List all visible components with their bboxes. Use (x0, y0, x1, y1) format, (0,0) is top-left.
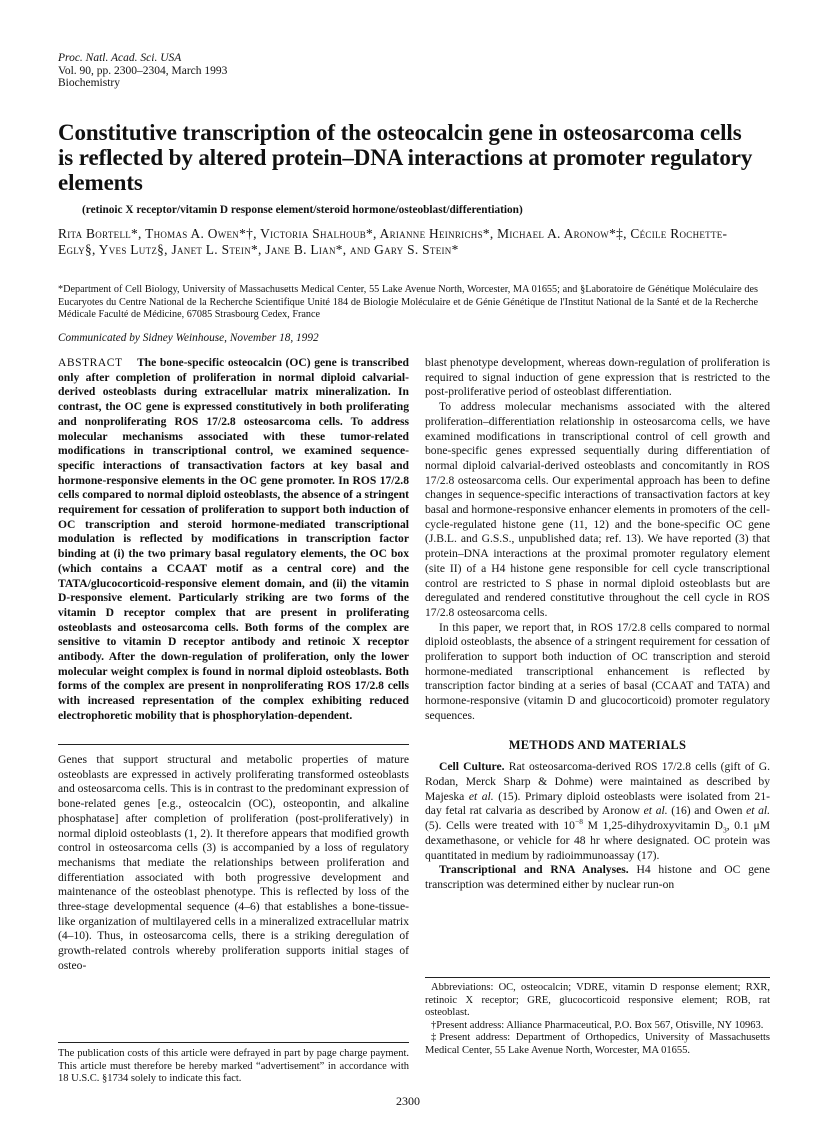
cell-culture-text: (5). Cells were treated with 10 (425, 819, 575, 833)
cell-culture-text: , 0.1 μM dexamethasone, or vehicle for 48 hr where designated. OC protein was quantitated in medium by radioimmunoassay (17). (425, 819, 770, 862)
page-number: 2300 (396, 1094, 420, 1108)
right-column (425, 356, 770, 893)
cell-culture-text: Rat osteosarcoma-derived ROS 17/2.8 cells (gift of G. Rodan, Merck Sharp & Dohme) were maintained as described by Majeska (425, 760, 770, 803)
article-title: Constitutive transcription of the osteocalcin gene in osteosarcoma cells is reflected by altered protein–DNA interactions at promoter regulatory elements (58, 120, 753, 195)
subscript: 3 (722, 825, 727, 835)
abstract-text: The bone-specific osteocalcin (OC) gene is transcribed only after completion of proliferation in normal diploid calvarial-derived osteoblasts during extracellular matrix mineralization. In contrast, the OC gene is expressed constitutively in both proliferating and nonproliferating ROS 17/2.8 osteosarcoma cells. To address molecular mechanisms associated with these tumor-related modifications in transcriptional control, we examined sequence-specific interactions of transactivation factors at key basal and hormone-responsive elements in the OC gene promoter. In ROS 17/2.8 cells compared to normal diploid osteoblasts, the absence of a stringent requirement for cessation of proliferation to support both induction of OC transcription and steroid hormone-mediated transcriptional modulation is reflected by modifications in transcription factor binding at (i) the two primary basal regulatory elements, the OC box (which contains a CCAAT motif as a central core) and the TATA/glucocorticoid-responsive element domain, and (ii) the vitamin D-responsive element. Particularly striking are two forms of the vitamin D receptor complex that are present in proliferating osteoblasts and osteosarcoma cells. Both forms of the complex are sensitive to vitamin D receptor antibody and retinoic X receptor antibody. After the down-regulation of proliferation, only the lower molecular weight complex is found in normal diploid osteoblasts. Both forms of the complex are present in nonproliferating ROS 17/2.8 cells with increased representation of the complex exhibiting reduced electrophoretic mobility that is phosphorylation-dependent. (58, 356, 409, 722)
paragraph-transcription (425, 863, 770, 892)
et-al: et al. (468, 789, 494, 803)
publication-cost-footnote: The publication costs of this article were defrayed in part by page charge payment. This article must therefore be hereby marked “advertisement” in accordance with 18 U.S.C. §1734 solely to indicate this fact. (58, 1048, 409, 1084)
exponent: −8 (574, 817, 583, 827)
journal-name: Proc. Natl. Acad. Sci. USA (58, 52, 182, 64)
intro-left-column (58, 753, 409, 974)
cell-culture-text: (16) and Owen (667, 804, 747, 818)
methods-heading: METHODS AND MATERIALS (508, 737, 687, 752)
et-al: et al. (643, 804, 668, 818)
paragraph-this-paper: In this paper, we report that, in ROS 17/2.8 cells compared to normal diploid osteoblasts, the absence of a stringent requirement for cessation of proliferation to support both induction of OC transcription and steroid hormone-mediated transcriptional enhancement is reflected by transcription factor binding at a series of basal (CCAAT and TATA) and hormone-responsive (vitamin D and glucocorticoid) promoter regulatory sequences. (425, 620, 770, 722)
abbreviations-divider (425, 977, 770, 978)
abstract (58, 356, 409, 724)
journal-volume: Vol. 90, pp. 2300–2304, March 1993 (58, 64, 228, 77)
transcription-text: H4 histone and OC gene transcription was determined either by nuclear run-on (425, 863, 770, 891)
paragraph-approach: To address molecular mechanisms associated with the altered proliferation–differentiation relationship in osteosarcoma cells, we have examined modifications in transcriptional control of cell growth and bone-specific genes expressed sequentially during differentiation of normal diploid calvarial-derived osteoblasts and concomitantly in ROS 17/2.8 osteosarcoma cells. Our experimental approach has been to define changes in sequence-specific interactions of transactivation factors at key basal and hormone-responsive enhancer elements in promoters of the cell-cycle-regulated histone gene (11, 12) and the bone-specific OC gene (J.B.L. and G.S.S., unpublished data; ref. 13). We have reported (3) that protein–DNA interactions at the proximal promoter regulatory element (site II) of a H4 histone gene responsible for cell cycle transcriptional control are restricted to S phase in normal diploid osteoblasts but are deregulated and rendered constitutive throughout the cell cycle in ROS 17/2.8 osteosarcoma cells. (425, 400, 770, 619)
abstract-label: ABSTRACT (58, 356, 123, 369)
journal-section: Biochemistry (58, 77, 120, 89)
transcription-label: Transcriptional and RNA Analyses. (439, 863, 629, 877)
keywords: (retinoic X receptor/vitamin D response element/steroid hormone/osteoblast/differentiation) (82, 204, 523, 216)
abbreviations: Abbreviations: OC, osteocalcin; VDRE, vitamin D response element; RXR, retinoic X receptor; GRE, glucocorticoid responsive element; ROB, rat osteoblast. (425, 982, 770, 1018)
authors: Rita Bortell*, Thomas A. Owen*†, Victoria Shalhoub*, Arianne Heinrichs*, Michael A. Aronow*‡, Cécile Rochette-Egly§, Yves Lutz§, Janet L. Stein*, Jane B. Lian*, and Gary S. Stein* (58, 226, 728, 257)
footnote-double-dagger: ‡Present address: Department of Orthopedics, University of Massachusetts Medical Center, 55 Lake Avenue North, Worcester, MA 01655. (425, 1032, 770, 1056)
paragraph-cell-culture (425, 760, 770, 863)
footnote-dagger: †Present address: Alliance Pharmaceutical, P.O. Box 567, Otisville, NY 10963. (431, 1019, 764, 1031)
journal-header (58, 52, 227, 90)
abstract-divider (58, 744, 409, 745)
affiliation: *Department of Cell Biology, University of Massachusetts Medical Center, 55 Lake Avenue North, Worcester, MA 01655; and §Laboratoire de Génétique Moléculaire des Eucaryotes du Centre National de la Recherche Scientifique Unité 184 de Biologie Moléculaire et de Génie Génétique de l'Institut National de la Santé et de la Recherche Médicale Faculté de Médicine, 67085 Strasbourg Cedex, France (58, 284, 758, 320)
communicated-by: Communicated by Sidney Weinhouse, November 18, 1992 (58, 332, 319, 344)
footnote-divider (58, 1042, 409, 1043)
cell-culture-text: M 1,25-dihydroxyvitamin D (582, 819, 723, 833)
abbreviations-footnotes (425, 982, 770, 1057)
et-al: et al. (746, 804, 771, 818)
cell-culture-label: Cell Culture. (439, 760, 505, 774)
cell-culture-text: (15). Primary diploid osteoblasts were isolated from 21-day fetal rat calvaria as described by Aronow (425, 789, 770, 818)
intro-paragraph: Genes that support structural and metabolic properties of mature osteoblasts are expressed in actively proliferating transformed osteoblasts and osteosarcoma cells. This is in contrast to the predominant expression of bone-related genes [e.g., osteocalcin (OC), osteopontin, and alkaline phosphatase] after completion of proliferation (post-proliferatively) in normal diploid osteoblasts (1, 2). It therefore appears that modified growth control in osteosarcoma cells (3) is accompanied by a loss of regulatory mechanisms that mediate the relationships between proliferation and differentiation associated with both progressive development and maintenance of the osteoblast phenotype. This is reflected by loss of the three-stage developmental sequence (4–6) that establishes a bone-tissue-like organization of multilayered cells in a mineralized extracellular matrix (4–10). Thus, in osteosarcoma cells, there is a striking deregulation of growth-related controls whereby proliferation supports initial stages of osteo- (58, 753, 409, 972)
paragraph-continued: blast phenotype development, whereas down-regulation of proliferation is required to signal induction of gene expression that is restricted to the post-proliferative period of osteoblast differentiation. (425, 356, 770, 399)
